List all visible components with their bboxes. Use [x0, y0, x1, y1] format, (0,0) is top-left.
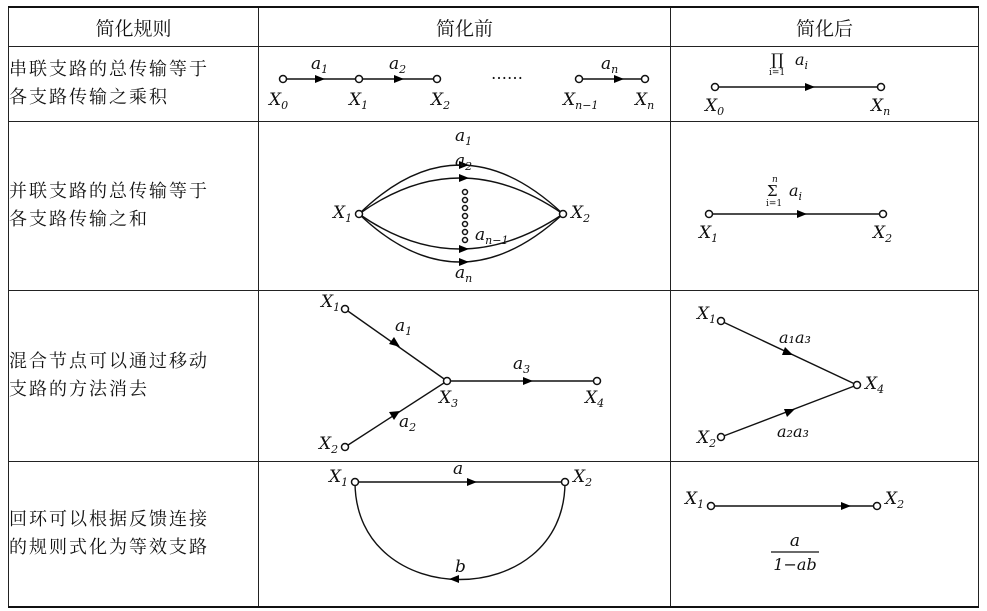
node-circle: [352, 479, 359, 486]
node-circle: [594, 378, 601, 385]
gain-label: $a_i$: [795, 50, 809, 72]
rule-text-mixed-node: [9, 291, 259, 462]
rule-text-parallel: [9, 122, 259, 291]
table-header-row: [9, 7, 979, 47]
arrow-icon: [614, 75, 624, 83]
mixed-before-cell: [259, 291, 671, 462]
series-before-graph: [259, 47, 671, 121]
gain-label: $a_3$: [513, 354, 531, 376]
arrow-icon: [841, 502, 851, 510]
table-row-mixed-node: [9, 291, 979, 462]
node-label: $X_2$: [885, 489, 905, 511]
loop-after-cell: [671, 462, 979, 608]
series-after-graph: [671, 47, 979, 121]
node-label: $X_1$: [349, 90, 369, 112]
node-circle: [356, 76, 363, 83]
arrow-icon: [782, 347, 793, 355]
parallel-before-cell: [259, 122, 671, 291]
gain-label: $a_{n-1}$: [475, 225, 509, 247]
node-label: $X_2$: [573, 467, 593, 489]
mixed-before-graph: [259, 291, 671, 461]
loop-before-graph: [259, 462, 671, 606]
node-label: $X_2$: [431, 90, 451, 112]
gain-label: $a_1$: [395, 316, 413, 338]
arrow-icon: [459, 174, 469, 182]
node-circle: [280, 76, 287, 83]
arrow-icon: [784, 409, 795, 417]
fraction-denominator: 1−ab: [773, 555, 817, 574]
header-before: 简化前: [259, 7, 671, 47]
rule-line: 各支路传输之乘积: [9, 87, 169, 108]
node-circle: [576, 76, 583, 83]
gain-label: a₁a₃: [779, 328, 811, 347]
node-circle: [708, 503, 715, 510]
gain-label: $a_1$: [455, 126, 473, 148]
table-row-series: [9, 47, 979, 122]
node-circle: [642, 76, 649, 83]
gain-label: b: [455, 557, 466, 577]
parallel-after-cell: [671, 122, 979, 291]
node-label: $X_4$: [865, 374, 885, 396]
arrow-icon: [394, 75, 404, 83]
rule-line: 的规则式化为等效支路: [9, 537, 209, 558]
node-label: $X_1$: [699, 223, 719, 245]
gain-label: $a_2$: [399, 412, 417, 434]
node-circle: [560, 211, 567, 218]
gain-label: $a_2$: [455, 151, 473, 173]
product-symbol: ∏: [771, 50, 784, 69]
node-circle: [356, 211, 363, 218]
simplification-rules-table: [8, 6, 979, 608]
arrow-icon: [523, 377, 533, 385]
header-rule: 简化规则: [9, 7, 259, 47]
node-label: $X_2$: [697, 428, 717, 450]
node-circle: [434, 76, 441, 83]
omitted-branches-dots: [463, 190, 468, 243]
node-circle: [562, 479, 569, 486]
rule-line: 回环可以根据反馈连接: [9, 509, 209, 530]
rule-line: 串联支路的总传输等于: [9, 59, 209, 80]
branch-edge: [359, 214, 563, 249]
loop-before-cell: [259, 462, 671, 608]
arrow-icon: [315, 75, 325, 83]
node-label: $X_2$: [571, 203, 591, 225]
rule-line: 支路的方法消去: [9, 379, 149, 400]
node-label: $X_3$: [439, 388, 459, 410]
node-label: $X_2$: [319, 434, 339, 456]
gain-label: a₂a₃: [777, 422, 809, 441]
ellipsis: ……: [491, 64, 523, 83]
rule-line: 并联支路的总传输等于: [9, 181, 209, 202]
gain-label: a: [453, 462, 464, 479]
node-circle: [854, 382, 861, 389]
sum-lower: i=1: [766, 199, 783, 209]
node-circle: [444, 378, 451, 385]
branch-edge: [359, 165, 563, 214]
fraction-numerator: a: [789, 531, 801, 551]
node-label: $X_0$: [269, 90, 289, 112]
node-circle: [342, 306, 349, 313]
loop-after-graph: [671, 462, 979, 606]
node-circle: [880, 211, 887, 218]
parallel-after-graph: [671, 122, 979, 290]
node-label: $X_1$: [321, 292, 341, 314]
node-label: $X_4$: [585, 388, 605, 410]
node-label: $X_1$: [685, 489, 705, 511]
rule-text-loop: [9, 462, 259, 608]
rule-text-series: [9, 47, 259, 122]
node-circle: [706, 211, 713, 218]
node-label: $X_0$: [705, 96, 725, 118]
node-circle: [874, 503, 881, 510]
node-label: $X_{n-1}$: [563, 90, 599, 112]
table-row-parallel: [9, 122, 979, 291]
gain-label: $a_2$: [389, 54, 407, 76]
node-label: $X_2$: [873, 223, 893, 245]
node-label: $X_n$: [635, 90, 655, 112]
gain-label: $a_n$: [455, 263, 473, 285]
series-after-cell: [671, 47, 979, 122]
node-circle: [718, 434, 725, 441]
arrow-icon: [459, 245, 469, 253]
node-label: $X_1$: [329, 467, 349, 489]
node-circle: [342, 444, 349, 451]
gain-label: $a_n$: [601, 54, 619, 76]
node-circle: [878, 84, 885, 91]
product-range: i=1: [769, 68, 786, 78]
node-circle: [712, 84, 719, 91]
node-label: $X_n$: [871, 96, 891, 118]
arrow-icon: [805, 83, 815, 91]
arrow-icon: [467, 478, 477, 486]
branch-edge: [359, 178, 563, 214]
arrow-icon: [797, 210, 807, 218]
gain-label: $a_i$: [789, 181, 803, 203]
gain-label: $a_1$: [311, 54, 329, 76]
mixed-after-cell: [671, 291, 979, 462]
sum-symbol: Σ: [767, 182, 778, 200]
node-circle: [718, 318, 725, 325]
table-row-loop: [9, 462, 979, 608]
branch-edge: [359, 214, 563, 262]
rule-line: 各支路传输之和: [9, 209, 149, 230]
mixed-after-graph: [671, 291, 979, 461]
node-label: $X_1$: [697, 304, 717, 326]
parallel-before-graph: [259, 122, 671, 290]
series-before-cell: [259, 47, 671, 122]
sum-upper: n: [772, 175, 778, 185]
header-after: 简化后: [671, 7, 979, 47]
node-label: $X_1$: [333, 203, 353, 225]
rule-line: 混合节点可以通过移动: [9, 351, 209, 372]
arrow-icon: [389, 337, 400, 347]
